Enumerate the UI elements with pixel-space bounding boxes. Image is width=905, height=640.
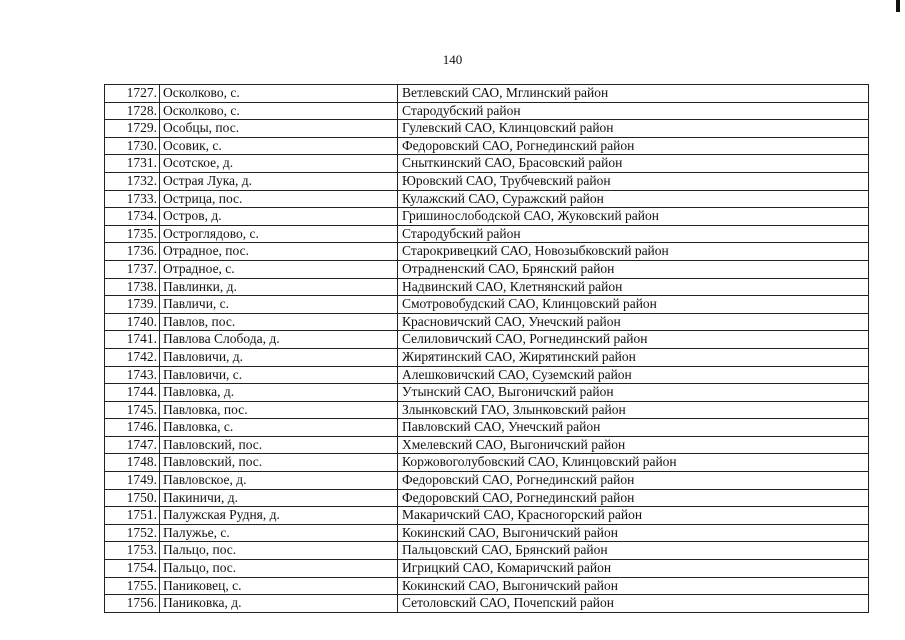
row-number-cell: 1736. — [105, 243, 160, 260]
district-cell: Жирятинский САО, Жирятинский район — [398, 349, 869, 366]
district-cell: Гришинослободской САО, Жуковский район — [398, 208, 869, 225]
settlement-name-cell: Палужская Рудня, д. — [160, 507, 398, 524]
district-cell: Юровский САО, Трубчевский район — [398, 173, 869, 190]
district-cell: Алешковичский САО, Суземский район — [398, 367, 869, 384]
district-cell: Павловский САО, Унечский район — [398, 419, 869, 436]
table-row — [105, 384, 869, 402]
table-row — [105, 138, 869, 156]
settlement-name-cell: Палужье, с. — [160, 525, 398, 542]
settlement-name-cell: Павловка, д. — [160, 384, 398, 401]
district-cell: Федоровский САО, Рогнединский район — [398, 138, 869, 155]
row-number-cell: 1739. — [105, 296, 160, 313]
district-cell: Смотровобудский САО, Клинцовский район — [398, 296, 869, 313]
table-row — [105, 419, 869, 437]
table-row — [105, 208, 869, 226]
district-cell: Гулевский САО, Клинцовский район — [398, 120, 869, 137]
table-row — [105, 279, 869, 297]
row-number-cell: 1729. — [105, 120, 160, 137]
row-number-cell: 1728. — [105, 103, 160, 120]
table-row — [105, 243, 869, 261]
row-number-cell: 1754. — [105, 560, 160, 577]
settlement-name-cell: Отрадное, с. — [160, 261, 398, 278]
district-cell: Кокинский САО, Выгоничский район — [398, 525, 869, 542]
district-cell: Ветлевский САО, Мглинский район — [398, 85, 869, 102]
edge-mark — [896, 0, 900, 12]
page-number: 140 — [442, 52, 463, 67]
settlement-name-cell: Остроглядово, с. — [160, 226, 398, 243]
table-row — [105, 472, 869, 490]
district-cell: Сныткинский САО, Брасовский район — [398, 155, 869, 172]
settlement-name-cell: Осколково, с. — [160, 85, 398, 102]
table-row — [105, 507, 869, 525]
row-number-cell: 1753. — [105, 542, 160, 559]
row-number-cell: 1727. — [105, 85, 160, 102]
table-row — [105, 173, 869, 191]
district-cell: Кулажский САО, Суражский район — [398, 191, 869, 208]
table-row — [105, 595, 869, 613]
row-number-cell: 1733. — [105, 191, 160, 208]
table-row — [105, 155, 869, 173]
district-cell: Федоровский САО, Рогнединский район — [398, 472, 869, 489]
settlement-name-cell: Острица, пос. — [160, 191, 398, 208]
settlement-name-cell: Павловский, пос. — [160, 437, 398, 454]
table-row — [105, 191, 869, 209]
row-number-cell: 1740. — [105, 314, 160, 331]
row-number-cell: 1748. — [105, 454, 160, 471]
table-row — [105, 578, 869, 596]
district-cell: Утынский САО, Выгоничский район — [398, 384, 869, 401]
table-row — [105, 226, 869, 244]
table-row — [105, 560, 869, 578]
district-cell: Хмелевский САО, Выгоничский район — [398, 437, 869, 454]
row-number-cell: 1747. — [105, 437, 160, 454]
table-row — [105, 525, 869, 543]
settlement-name-cell: Павловское, д. — [160, 472, 398, 489]
settlement-name-cell: Павловичи, с. — [160, 367, 398, 384]
district-cell: Игрицкий САО, Комаричский район — [398, 560, 869, 577]
district-cell: Коржовоголубовский САО, Клинцовский район — [398, 454, 869, 471]
settlement-name-cell: Осотское, д. — [160, 155, 398, 172]
row-number-cell: 1750. — [105, 490, 160, 507]
district-cell: Старокривецкий САО, Новозыбковский район — [398, 243, 869, 260]
district-cell: Федоровский САО, Рогнединский район — [398, 490, 869, 507]
settlement-name-cell: Паниковец, с. — [160, 578, 398, 595]
table-row — [105, 349, 869, 367]
district-cell: Злынковский ГАО, Злынковский район — [398, 402, 869, 419]
district-cell: Макаричский САО, Красногорский район — [398, 507, 869, 524]
row-number-cell: 1752. — [105, 525, 160, 542]
settlement-name-cell: Павловский, пос. — [160, 454, 398, 471]
row-number-cell: 1742. — [105, 349, 160, 366]
table-row — [105, 542, 869, 560]
settlement-name-cell: Павличи, с. — [160, 296, 398, 313]
settlement-name-cell: Павлов, пос. — [160, 314, 398, 331]
district-cell: Стародубский район — [398, 103, 869, 120]
settlement-name-cell: Павловичи, д. — [160, 349, 398, 366]
settlement-name-cell: Павлинки, д. — [160, 279, 398, 296]
district-cell: Кокинский САО, Выгоничский район — [398, 578, 869, 595]
district-cell: Селиловичский САО, Рогнединский район — [398, 331, 869, 348]
district-cell: Надвинский САО, Клетнянский район — [398, 279, 869, 296]
settlement-name-cell: Остров, д. — [160, 208, 398, 225]
row-number-cell: 1744. — [105, 384, 160, 401]
settlement-name-cell: Пакиничи, д. — [160, 490, 398, 507]
row-number-cell: 1730. — [105, 138, 160, 155]
row-number-cell: 1746. — [105, 419, 160, 436]
row-number-cell: 1745. — [105, 402, 160, 419]
settlement-name-cell: Павлова Слобода, д. — [160, 331, 398, 348]
settlement-name-cell: Острая Лука, д. — [160, 173, 398, 190]
settlement-name-cell: Осовик, с. — [160, 138, 398, 155]
settlements-table — [104, 84, 869, 613]
table-row — [105, 85, 869, 103]
row-number-cell: 1741. — [105, 331, 160, 348]
table-row — [105, 331, 869, 349]
table-row — [105, 261, 869, 279]
settlement-name-cell: Осколково, с. — [160, 103, 398, 120]
district-cell: Стародубский район — [398, 226, 869, 243]
district-cell: Отрадненский САО, Брянский район — [398, 261, 869, 278]
settlement-name-cell: Паниковка, д. — [160, 595, 398, 612]
row-number-cell: 1755. — [105, 578, 160, 595]
table-row — [105, 402, 869, 420]
row-number-cell: 1735. — [105, 226, 160, 243]
district-cell: Сетоловский САО, Почепский район — [398, 595, 869, 612]
table-row — [105, 454, 869, 472]
table-row — [105, 437, 869, 455]
district-cell: Пальцовский САО, Брянский район — [398, 542, 869, 559]
table-row — [105, 367, 869, 385]
table-row — [105, 314, 869, 332]
row-number-cell: 1734. — [105, 208, 160, 225]
table-row — [105, 103, 869, 121]
settlement-name-cell: Пальцо, пос. — [160, 542, 398, 559]
settlement-name-cell: Особцы, пос. — [160, 120, 398, 137]
row-number-cell: 1749. — [105, 472, 160, 489]
settlement-name-cell: Отрадное, пос. — [160, 243, 398, 260]
row-number-cell: 1731. — [105, 155, 160, 172]
settlement-name-cell: Павловка, пос. — [160, 402, 398, 419]
row-number-cell: 1743. — [105, 367, 160, 384]
row-number-cell: 1751. — [105, 507, 160, 524]
table-row — [105, 120, 869, 138]
district-cell: Красновичский САО, Унечский район — [398, 314, 869, 331]
row-number-cell: 1732. — [105, 173, 160, 190]
row-number-cell: 1738. — [105, 279, 160, 296]
table-row — [105, 490, 869, 508]
table-row — [105, 296, 869, 314]
settlement-name-cell: Павловка, с. — [160, 419, 398, 436]
row-number-cell: 1737. — [105, 261, 160, 278]
row-number-cell: 1756. — [105, 595, 160, 612]
settlement-name-cell: Пальцо, пос. — [160, 560, 398, 577]
